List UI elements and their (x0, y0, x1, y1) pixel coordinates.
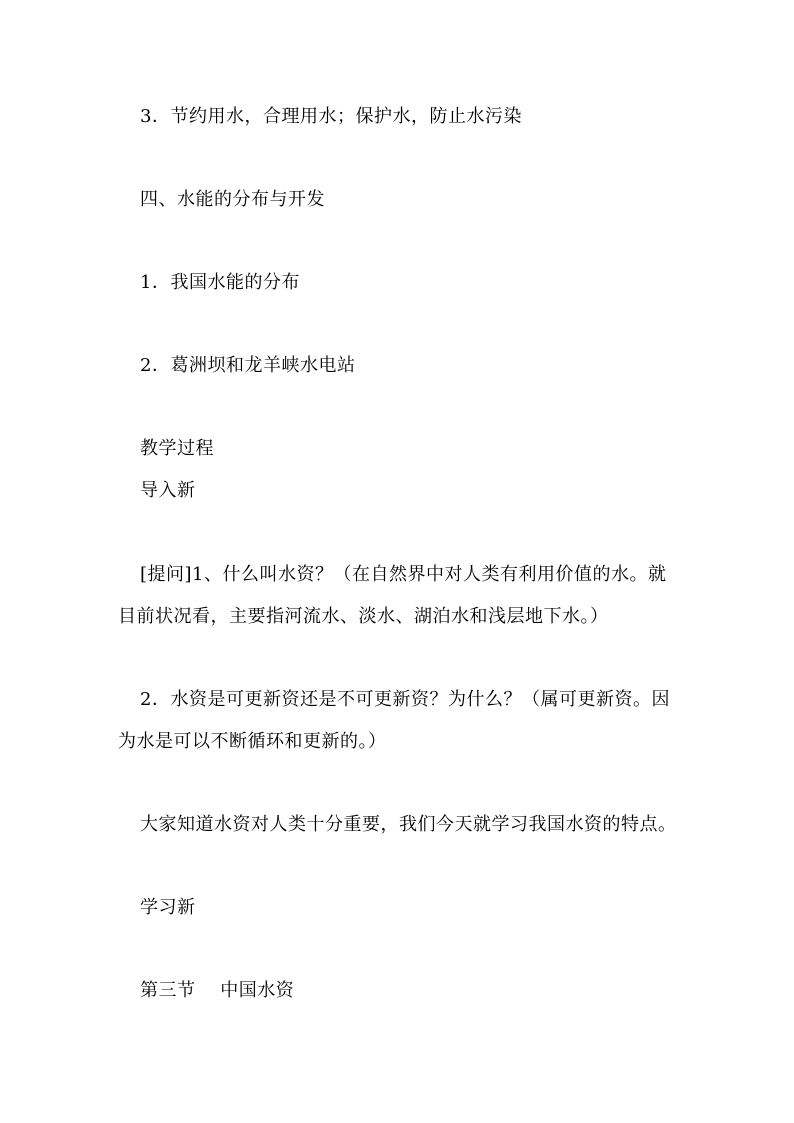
section-heading-4: 四、水能的分布与开发 (140, 189, 325, 210)
heading-teaching-process: 教学过程 (140, 438, 214, 459)
heading-new-lesson: 学习新 (140, 897, 196, 918)
question-2-line-1: 2．水资是可更新资还是不可更新资？为什么？（属可更新资。因 (140, 689, 670, 710)
heading-intro: 导入新 (140, 480, 196, 501)
question-1-line-1: [提问]1、什么叫水资？（在自然界中对人类有利用价值的水。就 (140, 564, 667, 585)
section-title: 第三节 中国水资 (140, 980, 295, 1001)
list-item-3: 3．节约用水，合理用水；保护水，防止水污染 (140, 106, 522, 127)
list-item-1: 1．我国水能的分布 (140, 272, 300, 293)
list-item-2: 2．葛洲坝和龙羊峡水电站 (140, 355, 356, 376)
question-2-line-2: 为水是可以不断循环和更新的。） (118, 731, 387, 752)
transition-paragraph: 大家知道水资对人类十分重要，我们今天就学习我国水资的特点。 (140, 814, 677, 835)
question-1-line-2: 目前状况看，主要指河流水、淡水、湖泊水和浅层地下水。） (118, 606, 609, 627)
